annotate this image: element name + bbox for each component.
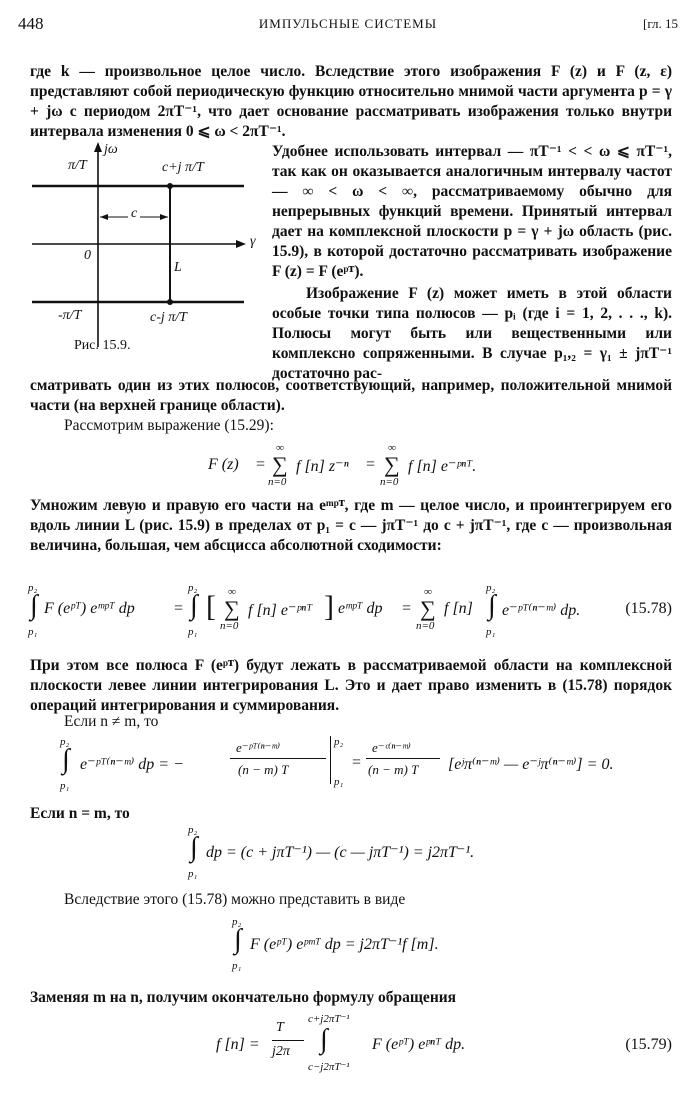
- real-axis-arrow: [236, 240, 246, 248]
- equation-number-15-79: (15.79): [625, 1036, 672, 1053]
- paragraph-6: При этом все полюса F (eᵖᵀ) будут лежать в рассматриваемой области на комплексной плоскости левее линии интегрирования L. Это и дает право изменить в (15.78) порядок операций интегрирования и суммирования.: [30, 657, 672, 714]
- complex-plane-diagram: [28, 142, 268, 364]
- paragraph-5: Умножим левую и правую его части на eᵐᵖᵀ, где m — целое число, и проинтегрируем его вдоль линии L (рис. 15.9) в пределах от p₁ = c — jπT⁻¹ до c + jπT⁻¹, где c — произвольная величина, большая, чем абсцисса абсолютной сходимости:: [30, 497, 672, 554]
- running-title: ИМПУЛЬСНЫЕ СИСТЕМЫ: [258, 16, 438, 31]
- figure-caption: Рис. 15.9.: [74, 338, 131, 353]
- equation-3: p₂ ∫ p₁ e⁻ᵖᵀ⁽ⁿ⁻ᵐ⁾ dp = − e⁻ᵖᵀ⁽ⁿ⁻ᵐ⁾ (n − m) T p₂ p₁ = e⁻ᶜ⁽ⁿ⁻ᵐ⁾ (n − m) T [eʲπ⁽ⁿ⁻ᵐ⁾ — e⁻ʲπ⁽ⁿ⁻ᵐ⁾] = 0.: [60, 736, 614, 792]
- lower-point: [167, 299, 173, 305]
- c-label: c: [128, 206, 140, 222]
- c-arrow-left: [100, 214, 108, 220]
- page-number: 448: [18, 14, 44, 33]
- paragraph-1: где k — произвольное целое число. Вследствие этого изображения F (z) и F (z, ε) представляют собой периодическую функцию относительно мнимой части аргумента p = γ + jω с периодом 2πT⁻¹, что дает основание рассматривать изображения только внутри интервала изменения 0 ⩽ ω < 2πT⁻¹.: [30, 63, 672, 140]
- real-axis-label: γ: [250, 234, 256, 249]
- imag-axis-label: jω: [104, 142, 118, 157]
- top-point-label: c+j π/T: [162, 160, 204, 175]
- equation-15-78: p₂ ∫ p₁ F (eᵖᵀ) eᵐᵖᵀ dp = p₂ ∫ p₁ [ ∞ ∑ n=0 f [n] e⁻ᵖⁿᵀ ] eᵐᵖᵀ dp = ∞ ∑ n=0 f [n] p₂ ∫ p₁ e⁻ᵖᵀ⁽ⁿ⁻ᵐ⁾ dp.: [28, 582, 581, 638]
- upper-point: [167, 183, 173, 189]
- paragraph-8: Если n = m, то: [30, 805, 130, 822]
- line-L-label: L: [174, 260, 182, 275]
- origin-label: 0: [84, 248, 91, 263]
- paragraph-7: Если n ≠ m, то: [64, 713, 159, 730]
- paragraph-2: Удобнее использовать интервал — πT⁻¹ < < ω ⩽ πT⁻¹, так как он оказывается аналогичным интервалу частот — ∞ < ω < ∞, рассматриваемому обычно для непрерывных функций времени. Принятый интервал дает на комплексной плоскости p = γ + jω область (рис. 15.9), в которой достаточно рассматривать изображение F (z) = F (eᵖᵀ).: [272, 143, 672, 280]
- bottom-tick-label: -π/T: [58, 308, 82, 323]
- c-arrow-right: [160, 214, 168, 220]
- equation-15-79: f [n] = T j2π c+j2πT⁻¹ ∫ c−j2πT⁻¹ F (eᵖᵀ) eᵖⁿᵀ dp.: [216, 1013, 466, 1073]
- equation-4: p₂ ∫ p₁ dp = (c + jπT⁻¹) — (c — jπT⁻¹) = j2πT⁻¹.: [188, 824, 475, 880]
- paragraph-9: Вследствие этого (15.78) можно представить в виде: [64, 891, 406, 908]
- paragraph-3-continued: сматривать один из этих полюсов, соответствующий, например, положительной мнимой части (на верхней границе области).: [30, 377, 672, 414]
- paragraph-3: Изображение F (z) может иметь в этой области особые точки типа полюсов — pᵢ (где i = 1, 2, . . ., k). Полюсы могут быть или вещественными или комплексно сопряженными. В случае p₁,₂ = γ₁ ± jπT⁻¹ достаточно рас-: [272, 285, 672, 382]
- equation-5: p₂ ∫ p₁ F (eᵖᵀ) eᵖᵐᵀ dp = j2πT⁻¹f [m].: [232, 916, 439, 972]
- imag-axis-arrow: [94, 142, 102, 152]
- top-tick-label: π/T: [68, 158, 87, 173]
- paragraph-10: Заменяя m на n, получим окончательно формулу обращения: [30, 989, 457, 1006]
- equation-1: F (z) = ∞ ∑ n=0 f [n] z⁻ⁿ = ∞ ∑ n=0 f [n] e⁻ᵖⁿᵀ.: [208, 442, 477, 488]
- chapter-ref: [гл. 15: [643, 16, 678, 31]
- page-header: [18, 14, 678, 38]
- paragraph-4: Рассмотрим выражение (15.29):: [64, 417, 274, 434]
- bottom-point-label: c-j π/T: [150, 310, 187, 325]
- equation-number-15-78: (15.78): [625, 600, 672, 617]
- figure-15-9: [28, 142, 268, 364]
